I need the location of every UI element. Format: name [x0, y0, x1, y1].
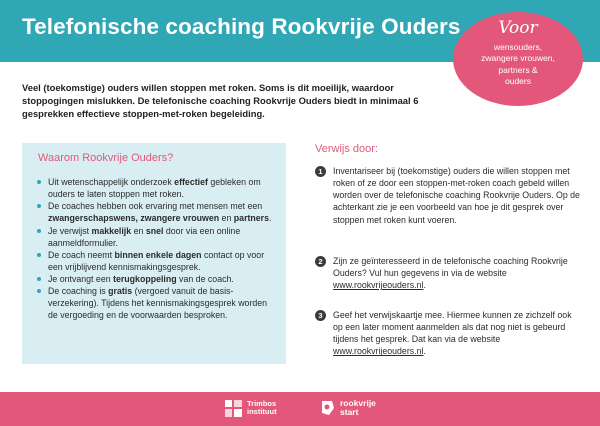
website-link[interactable]: www.rookvrijeouders.nl: [333, 280, 424, 291]
page-title: Telefonische coaching Rookvrije Ouders: [22, 14, 461, 39]
badge-line: ouders: [505, 75, 531, 86]
step-text: Inventariseer bij (toekomstige) ouders die willen stoppen met roken of ze door een stoppen-met-roken coach gebeld willen worden over de telefonische coaching Rookvrije Ouders. Op de achterkant zie je een voorbeeld van hoe je dit gesprek over stoppen met roken kunt voeren.: [333, 166, 580, 225]
trimbos-logo-icon: [225, 400, 242, 417]
audience-badge: [453, 12, 583, 106]
step-text: Zijn ze geïnteresseerd in de telefonische coaching Rookvrije Ouders? Vul hun gegevens in via de website www.rookvrijeouders.nl.: [333, 256, 568, 291]
step-number-badge: 2: [315, 256, 326, 267]
rookvrije-start-logo-icon: [320, 399, 336, 417]
intro-paragraph: Veel (toekomstige) ouders willen stoppen met roken. Soms is dit moeilijk, waardoor stoppogingen mislukken. De telefonische coaching Rookvrije Ouders biedt in minimaal 6 gesprekken effectieve stoppen-met-roken begeleiding.: [22, 82, 419, 119]
benefit-item: De coaches hebben ook ervaring met mensen met een zwangerschapswens, zwangere vrouwen en partners.: [36, 200, 278, 224]
trimbos-logo-text: Trimbos instituut: [247, 399, 277, 417]
why-title: Waarom Rookvrije Ouders?: [38, 152, 174, 164]
step-text: Geef het verwijskaartje mee. Hiermee kunnen ze zichzelf ook op een later moment aanmelden als dat nog niet is gebeurd tijdens het gesprek. Dat kan via de website www.rookvrijeouders.nl.: [333, 310, 572, 357]
benefit-list: [36, 176, 278, 322]
benefit-item: De coaching is gratis (vergoed vanuit de basis-verzekering). Tijdens het kennismakingsgesprek worden de vergoeding en de voorwaarden besproken.: [36, 285, 278, 321]
refer-step: [315, 309, 580, 358]
step-number-badge: 1: [315, 166, 326, 177]
badge-line: wensouders,: [493, 42, 543, 52]
why-panel: [22, 143, 286, 364]
benefit-item: Je ontvangt een terugkoppeling van de coach.: [36, 273, 278, 285]
badge-line: zwangere vrouwen,: [481, 53, 555, 64]
badge-line: partners &: [498, 64, 538, 75]
rookvrije-start-logo-text: rookvrije start: [340, 398, 376, 417]
refer-title: Verwijs door:: [315, 143, 378, 155]
step-number-badge: 3: [315, 310, 326, 321]
website-link[interactable]: www.rookvrijeouders.nl: [333, 346, 424, 357]
benefit-item: Uit wetenschappelijk onderzoek effectief gebleken om ouders te laten stoppen met roken.: [36, 176, 278, 200]
refer-step: [315, 165, 580, 226]
benefit-item: Je verwijst makkelijk en snel door via een online aanmeldformulier.: [36, 225, 278, 249]
badge-script-text: Voor: [498, 18, 538, 38]
refer-step: [315, 255, 580, 291]
footer-bar: [0, 392, 600, 426]
benefit-item: De coach neemt binnen enkele dagen contact op voor een vrijblijvend kennismakingsgesprek.: [36, 249, 278, 273]
badge-audience-list: [453, 42, 583, 87]
